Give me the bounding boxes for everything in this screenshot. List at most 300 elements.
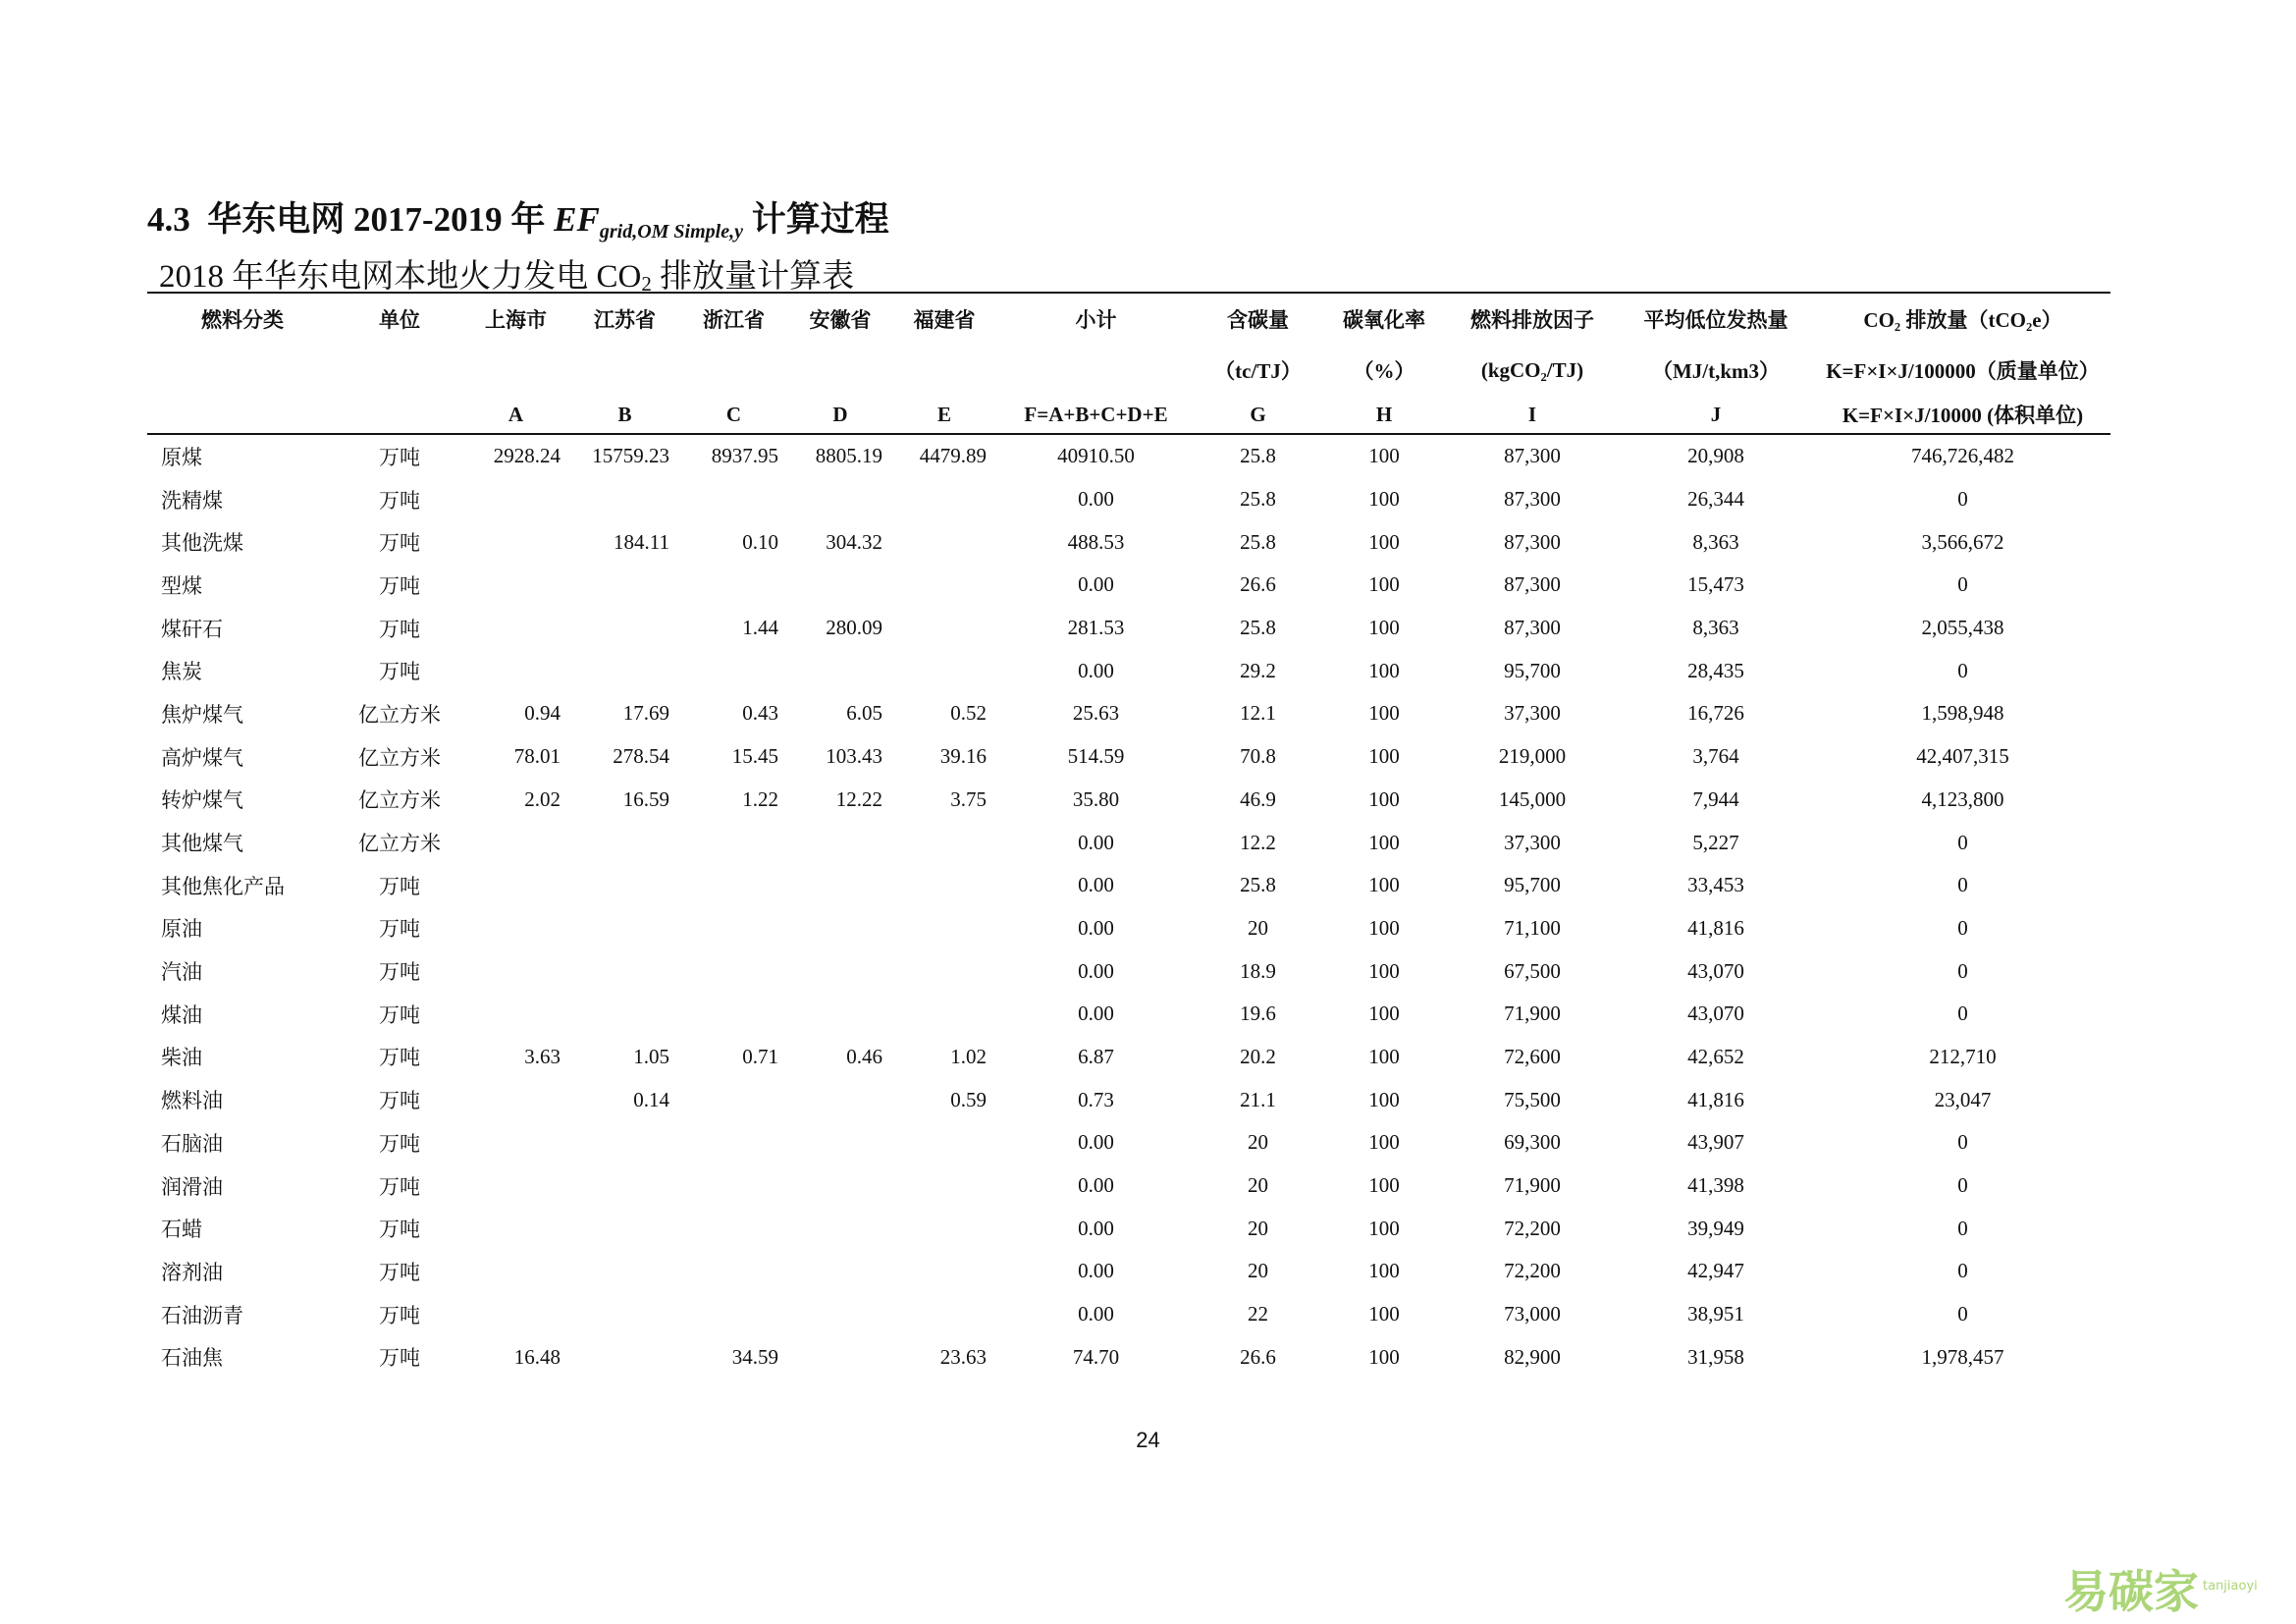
- province-value-cell: [570, 1164, 679, 1208]
- fuel-name-cell: 型煤: [161, 573, 202, 598]
- province-value-cell: 4479.89: [919, 444, 987, 468]
- subtotal-cell: 0.00: [1078, 915, 1114, 940]
- co2-emission-cell: 0: [1957, 487, 1968, 512]
- fuel-name-cell: 原油: [161, 917, 202, 942]
- parameter-cell: 87,300: [1504, 616, 1561, 640]
- province-value-cell: [788, 564, 892, 607]
- header-cell: H: [1320, 396, 1448, 434]
- parameter-cell: 26,344: [1687, 487, 1744, 512]
- parameter-cell: 71,900: [1504, 1001, 1561, 1026]
- province-value-cell: [788, 1121, 892, 1164]
- header-cell: [461, 345, 570, 396]
- province-value-cell: [461, 1293, 570, 1336]
- parameter-cell: 43,070: [1687, 1001, 1744, 1026]
- co2-emission-cell: 0: [1957, 1130, 1968, 1155]
- province-value-cell: [788, 949, 892, 993]
- table-row: [147, 735, 2110, 779]
- subtotal-cell: 0.00: [1078, 1302, 1114, 1326]
- subtotal-cell: 0.00: [1078, 1216, 1114, 1240]
- province-value-cell: [570, 478, 679, 521]
- table-row: [147, 1164, 2110, 1208]
- province-value-cell: [679, 1121, 788, 1164]
- header-cell: K=F×I×J/10000 (体积单位): [1815, 396, 2110, 434]
- province-value-cell: 278.54: [613, 744, 669, 769]
- province-value-cell: [788, 1293, 892, 1336]
- parameter-cell: 100: [1368, 830, 1400, 854]
- header-cell: 燃料排放因子: [1470, 308, 1594, 332]
- parameter-cell: 41,816: [1687, 1087, 1744, 1111]
- table-row: [147, 1250, 2110, 1293]
- province-value-cell: [461, 907, 570, 950]
- parameter-cell: 100: [1368, 1216, 1400, 1240]
- table-title-after: 排放量计算表: [651, 259, 855, 295]
- table-row: [147, 993, 2110, 1036]
- unit-cell: 万吨: [379, 917, 420, 942]
- province-value-cell: [788, 1164, 892, 1208]
- subtotal-cell: 6.87: [1078, 1044, 1114, 1068]
- unit-cell: 万吨: [379, 531, 420, 556]
- subtotal-cell: 0.00: [1078, 1001, 1114, 1026]
- province-value-cell: [788, 478, 892, 521]
- province-value-cell: [570, 993, 679, 1036]
- table-row: [147, 907, 2110, 950]
- province-value-cell: [679, 1207, 788, 1250]
- province-value-cell: 39.16: [939, 744, 987, 769]
- unit-cell: 万吨: [379, 960, 420, 985]
- province-value-cell: [570, 821, 679, 864]
- header-cell: A: [461, 396, 570, 434]
- unit-cell: 万吨: [379, 1046, 420, 1070]
- parameter-cell: 70.8: [1240, 744, 1276, 769]
- province-value-cell: [788, 1078, 892, 1121]
- header-cell: (kgCO₂/TJ): [1480, 357, 1584, 382]
- co2-emission-cell: 0: [1957, 873, 1968, 897]
- unit-cell: 万吨: [379, 660, 420, 684]
- parameter-cell: 7,944: [1692, 786, 1739, 811]
- province-value-cell: [788, 821, 892, 864]
- parameter-cell: 100: [1368, 1130, 1400, 1155]
- province-value-cell: [570, 864, 679, 907]
- ef-symbol: EF: [554, 200, 600, 239]
- table-row: [147, 1207, 2110, 1250]
- province-value-cell: 1.44: [742, 616, 778, 640]
- province-value-cell: [461, 1121, 570, 1164]
- fuel-name-cell: 石油沥青: [161, 1303, 243, 1327]
- province-value-cell: [892, 564, 996, 607]
- parameter-cell: 20: [1248, 1216, 1268, 1240]
- province-value-cell: [892, 1250, 996, 1293]
- fuel-name-cell: 石蜡: [161, 1218, 202, 1242]
- unit-cell: 万吨: [379, 1218, 420, 1242]
- co2-emission-cell: 0: [1957, 1173, 1968, 1198]
- co2-emission-cell: 1,598,948: [1921, 701, 2004, 726]
- co2-emission-cell: 0: [1957, 1216, 1968, 1240]
- parameter-cell: 12.1: [1240, 701, 1276, 726]
- header-cell: B: [570, 396, 679, 434]
- province-value-cell: [461, 649, 570, 692]
- table-row: [147, 949, 2110, 993]
- table-row: [147, 434, 2110, 478]
- header-row-letters: [147, 396, 2110, 434]
- parameter-cell: 100: [1368, 958, 1400, 983]
- province-value-cell: [892, 949, 996, 993]
- parameter-cell: 100: [1368, 744, 1400, 769]
- province-value-cell: [461, 564, 570, 607]
- province-value-cell: [892, 478, 996, 521]
- parameter-cell: 100: [1368, 658, 1400, 682]
- parameter-cell: 71,900: [1504, 1173, 1561, 1198]
- province-value-cell: [679, 478, 788, 521]
- table-row: [147, 1293, 2110, 1336]
- table-body: [147, 434, 2110, 1379]
- co2-emission-cell: 1,978,457: [1921, 1344, 2004, 1369]
- province-value-cell: 0.14: [633, 1087, 669, 1111]
- province-value-cell: 12.22: [835, 786, 882, 811]
- unit-cell: 万吨: [379, 1174, 420, 1199]
- subtotal-cell: 35.80: [1072, 786, 1120, 811]
- province-value-cell: 1.22: [742, 786, 778, 811]
- parameter-cell: 43,907: [1687, 1130, 1744, 1155]
- parameter-cell: 3,764: [1692, 744, 1739, 769]
- province-value-cell: 6.05: [846, 701, 882, 726]
- parameter-cell: 20,908: [1687, 444, 1744, 468]
- parameter-cell: 21.1: [1240, 1087, 1276, 1111]
- table-row: [147, 821, 2110, 864]
- parameter-cell: 100: [1368, 487, 1400, 512]
- parameter-cell: 25.8: [1240, 616, 1276, 640]
- fuel-name-cell: 原煤: [161, 445, 202, 469]
- parameter-cell: 87,300: [1504, 487, 1561, 512]
- province-value-cell: 23.63: [939, 1344, 987, 1369]
- header-cell: 安徽省: [809, 308, 872, 332]
- header-cell: 燃料分类: [201, 308, 284, 332]
- header-cell: [147, 396, 338, 434]
- fuel-name-cell: 柴油: [161, 1046, 202, 1070]
- parameter-cell: 41,816: [1687, 915, 1744, 940]
- province-value-cell: 304.32: [826, 529, 882, 554]
- fuel-name-cell: 溶剂油: [161, 1260, 223, 1284]
- province-value-cell: [788, 907, 892, 950]
- province-value-cell: [679, 1250, 788, 1293]
- header-row-units: [147, 345, 2110, 396]
- co2-emission-cell: 0: [1957, 572, 1968, 597]
- subtotal-cell: 0.73: [1078, 1087, 1114, 1111]
- province-value-cell: [788, 993, 892, 1036]
- header-cell: K=F×I×J/100000（质量单位）: [1826, 359, 2100, 383]
- unit-cell: 亿立方米: [358, 745, 441, 770]
- province-value-cell: [892, 1121, 996, 1164]
- province-value-cell: 0.59: [950, 1087, 987, 1111]
- province-value-cell: [788, 1207, 892, 1250]
- table-row: [147, 649, 2110, 692]
- unit-cell: 万吨: [379, 1131, 420, 1156]
- province-value-cell: [461, 993, 570, 1036]
- parameter-cell: 8,363: [1692, 529, 1739, 554]
- province-value-cell: [679, 907, 788, 950]
- emission-table: [147, 292, 2110, 1379]
- subtotal-cell: 0.00: [1078, 873, 1114, 897]
- fuel-name-cell: 洗精煤: [161, 488, 223, 513]
- parameter-cell: 20: [1248, 915, 1268, 940]
- ef-subscript: grid,OM Simple,y: [599, 221, 743, 243]
- fuel-name-cell: 其他焦化产品: [161, 874, 285, 898]
- table-row: [147, 1036, 2110, 1079]
- province-value-cell: [679, 949, 788, 993]
- province-value-cell: [788, 649, 892, 692]
- province-value-cell: [788, 864, 892, 907]
- table-row: [147, 1335, 2110, 1379]
- unit-cell: 亿立方米: [358, 788, 441, 813]
- table-title-subscript: 2: [641, 272, 652, 296]
- province-value-cell: [892, 821, 996, 864]
- parameter-cell: 100: [1368, 701, 1400, 726]
- parameter-cell: 72,600: [1504, 1044, 1561, 1068]
- parameter-cell: 25.8: [1240, 873, 1276, 897]
- province-value-cell: [892, 864, 996, 907]
- fuel-name-cell: 其他煤气: [161, 832, 243, 856]
- header-cell: 平均低位发热量: [1643, 308, 1789, 332]
- unit-cell: 万吨: [379, 1002, 420, 1027]
- parameter-cell: 38,951: [1687, 1302, 1744, 1326]
- parameter-cell: 19.6: [1240, 1001, 1276, 1026]
- co2-emission-cell: 0: [1957, 830, 1968, 854]
- parameter-cell: 82,900: [1504, 1344, 1561, 1369]
- table-row: [147, 478, 2110, 521]
- province-value-cell: 3.63: [524, 1044, 561, 1068]
- parameter-cell: 22: [1248, 1302, 1268, 1326]
- parameter-cell: 15,473: [1687, 572, 1744, 597]
- header-cell: J: [1617, 396, 1815, 434]
- co2-emission-cell: 0: [1957, 1259, 1968, 1283]
- province-value-cell: [892, 907, 996, 950]
- parameter-cell: 100: [1368, 444, 1400, 468]
- province-value-cell: [892, 607, 996, 650]
- co2-emission-cell: 746,726,482: [1911, 444, 2014, 468]
- page-number: 24: [1136, 1428, 1160, 1452]
- table-row: [147, 692, 2110, 735]
- unit-cell: 万吨: [379, 488, 420, 513]
- fuel-name-cell: 煤油: [161, 1002, 202, 1027]
- parameter-cell: 145,000: [1498, 786, 1567, 811]
- province-value-cell: [679, 1164, 788, 1208]
- parameter-cell: 73,000: [1504, 1302, 1561, 1326]
- province-value-cell: [892, 649, 996, 692]
- fuel-name-cell: 润滑油: [161, 1174, 223, 1199]
- co2-emission-cell: 3,566,672: [1921, 529, 2004, 554]
- subtotal-cell: 40910.50: [1057, 444, 1135, 468]
- co2-emission-cell: 4,123,800: [1921, 786, 2004, 811]
- subtotal-cell: 0.00: [1078, 658, 1114, 682]
- province-value-cell: [570, 1335, 679, 1379]
- parameter-cell: 100: [1368, 572, 1400, 597]
- fuel-name-cell: 焦炉煤气: [161, 702, 243, 727]
- parameter-cell: 26.6: [1240, 572, 1276, 597]
- parameter-cell: 25.8: [1240, 529, 1276, 554]
- header-cell: 碳氧化率: [1343, 308, 1425, 332]
- parameter-cell: 95,700: [1504, 658, 1561, 682]
- subtotal-cell: 74.70: [1072, 1344, 1120, 1369]
- parameter-cell: 43,070: [1687, 958, 1744, 983]
- province-value-cell: [461, 949, 570, 993]
- parameter-cell: 25.8: [1240, 487, 1276, 512]
- parameter-cell: 69,300: [1504, 1130, 1561, 1155]
- subtotal-cell: 488.53: [1067, 529, 1125, 554]
- parameter-cell: 71,100: [1504, 915, 1561, 940]
- province-value-cell: [461, 607, 570, 650]
- unit-cell: 亿立方米: [358, 702, 441, 727]
- parameter-cell: 16,726: [1687, 701, 1744, 726]
- province-value-cell: [679, 1078, 788, 1121]
- parameter-cell: 100: [1368, 1044, 1400, 1068]
- province-value-cell: 2928.24: [493, 444, 561, 468]
- parameter-cell: 37,300: [1504, 701, 1561, 726]
- province-value-cell: [461, 1207, 570, 1250]
- fuel-name-cell: 汽油: [161, 960, 202, 985]
- co2-emission-cell: 0: [1957, 1302, 1968, 1326]
- parameter-cell: 87,300: [1504, 529, 1561, 554]
- header-cell: [788, 345, 892, 396]
- province-value-cell: 0.46: [846, 1044, 882, 1068]
- province-value-cell: 0.52: [950, 701, 987, 726]
- province-value-cell: [570, 1293, 679, 1336]
- header-cell: E: [892, 396, 996, 434]
- co2-emission-cell: 0: [1957, 915, 1968, 940]
- province-value-cell: [461, 520, 570, 564]
- province-value-cell: [461, 1250, 570, 1293]
- province-value-cell: [892, 1207, 996, 1250]
- header-cell: （tc/TJ）: [1214, 359, 1302, 383]
- header-cell: [570, 345, 679, 396]
- province-value-cell: 15759.23: [592, 444, 669, 468]
- parameter-cell: 100: [1368, 1001, 1400, 1026]
- header-cell: 单位: [379, 308, 420, 332]
- parameter-cell: 5,227: [1692, 830, 1739, 854]
- province-value-cell: 103.43: [826, 744, 882, 769]
- parameter-cell: 25.8: [1240, 444, 1276, 468]
- co2-emission-cell: 42,407,315: [1916, 744, 2009, 769]
- table-row: [147, 1078, 2110, 1121]
- parameter-cell: 75,500: [1504, 1087, 1561, 1111]
- parameter-cell: 20: [1248, 1130, 1268, 1155]
- section-title-after: 计算过程: [751, 200, 889, 239]
- fuel-name-cell: 高炉煤气: [161, 745, 243, 770]
- header-cell: C: [679, 396, 788, 434]
- parameter-cell: 31,958: [1687, 1344, 1744, 1369]
- section-number: 4.3: [147, 200, 190, 239]
- province-value-cell: 78.01: [513, 744, 561, 769]
- unit-cell: 万吨: [379, 445, 420, 469]
- parameter-cell: 28,435: [1687, 658, 1744, 682]
- province-value-cell: [892, 1293, 996, 1336]
- parameter-cell: 42,652: [1687, 1044, 1744, 1068]
- co2-emission-cell: 212,710: [1929, 1044, 1997, 1068]
- parameter-cell: 100: [1368, 1259, 1400, 1283]
- header-cell: [147, 345, 338, 396]
- header-cell: 上海市: [485, 308, 547, 332]
- province-value-cell: [461, 1078, 570, 1121]
- header-cell: 含碳量: [1227, 308, 1289, 332]
- parameter-cell: 72,200: [1504, 1259, 1561, 1283]
- parameter-cell: 87,300: [1504, 572, 1561, 597]
- header-cell: 福建省: [913, 308, 976, 332]
- province-value-cell: [570, 649, 679, 692]
- province-value-cell: 0.43: [742, 701, 778, 726]
- unit-cell: 万吨: [379, 573, 420, 598]
- province-value-cell: [892, 520, 996, 564]
- parameter-cell: 42,947: [1687, 1259, 1744, 1283]
- fuel-name-cell: 石油焦: [161, 1346, 223, 1371]
- subtotal-cell: 514.59: [1067, 744, 1125, 769]
- table-title: [159, 250, 854, 297]
- subtotal-cell: 0.00: [1078, 1173, 1114, 1198]
- subtotal-cell: 281.53: [1067, 616, 1125, 640]
- province-value-cell: 1.05: [633, 1044, 669, 1068]
- parameter-cell: 219,000: [1498, 744, 1567, 769]
- header-cell: D: [788, 396, 892, 434]
- parameter-cell: 41,398: [1687, 1173, 1744, 1198]
- province-value-cell: 34.59: [731, 1344, 778, 1369]
- parameter-cell: 100: [1368, 1302, 1400, 1326]
- co2-emission-cell: 0: [1957, 658, 1968, 682]
- co2-emission-cell: 0: [1957, 958, 1968, 983]
- table-title-before: 2018 年华东电网本地火力发电 CO: [159, 259, 642, 295]
- province-value-cell: [461, 864, 570, 907]
- province-value-cell: [679, 821, 788, 864]
- province-value-cell: [570, 1250, 679, 1293]
- province-value-cell: [461, 478, 570, 521]
- unit-cell: 万吨: [379, 1303, 420, 1327]
- co2-emission-cell: 23,047: [1934, 1087, 1992, 1111]
- fuel-name-cell: 石脑油: [161, 1131, 223, 1156]
- header-row-labels: [147, 293, 2110, 345]
- province-value-cell: 0.10: [742, 529, 778, 554]
- watermark-logo: 易碳家 $^{tanjiaoyi}$: [2063, 1565, 2258, 1618]
- subtotal-cell: 0.00: [1078, 572, 1114, 597]
- parameter-cell: 100: [1368, 529, 1400, 554]
- province-value-cell: 16.59: [622, 786, 669, 811]
- province-value-cell: [461, 821, 570, 864]
- province-value-cell: 15.45: [731, 744, 778, 769]
- province-value-cell: [892, 993, 996, 1036]
- table-row: [147, 1121, 2110, 1164]
- parameter-cell: 20: [1248, 1173, 1268, 1198]
- unit-cell: 亿立方米: [358, 832, 441, 856]
- header-cell: CO₂ 排放量（tCO₂e）: [1863, 308, 2062, 332]
- parameter-cell: 20.2: [1240, 1044, 1276, 1068]
- parameter-cell: 100: [1368, 1173, 1400, 1198]
- province-value-cell: 184.11: [614, 529, 669, 554]
- parameter-cell: 100: [1368, 616, 1400, 640]
- province-value-cell: 1.02: [950, 1044, 987, 1068]
- table-row: [147, 779, 2110, 822]
- province-value-cell: 8805.19: [815, 444, 882, 468]
- parameter-cell: 67,500: [1504, 958, 1561, 983]
- unit-cell: 万吨: [379, 617, 420, 641]
- province-value-cell: [892, 1164, 996, 1208]
- header-cell: 小计: [1075, 308, 1117, 332]
- province-value-cell: [788, 1335, 892, 1379]
- province-value-cell: [570, 564, 679, 607]
- province-value-cell: [570, 1121, 679, 1164]
- province-value-cell: [679, 564, 788, 607]
- province-value-cell: 0.71: [742, 1044, 778, 1068]
- subtotal-cell: 0.00: [1078, 1130, 1114, 1155]
- header-cell: G: [1196, 396, 1320, 434]
- province-value-cell: 280.09: [826, 616, 882, 640]
- fuel-name-cell: 燃料油: [161, 1089, 223, 1113]
- province-value-cell: [679, 864, 788, 907]
- province-value-cell: [461, 1164, 570, 1208]
